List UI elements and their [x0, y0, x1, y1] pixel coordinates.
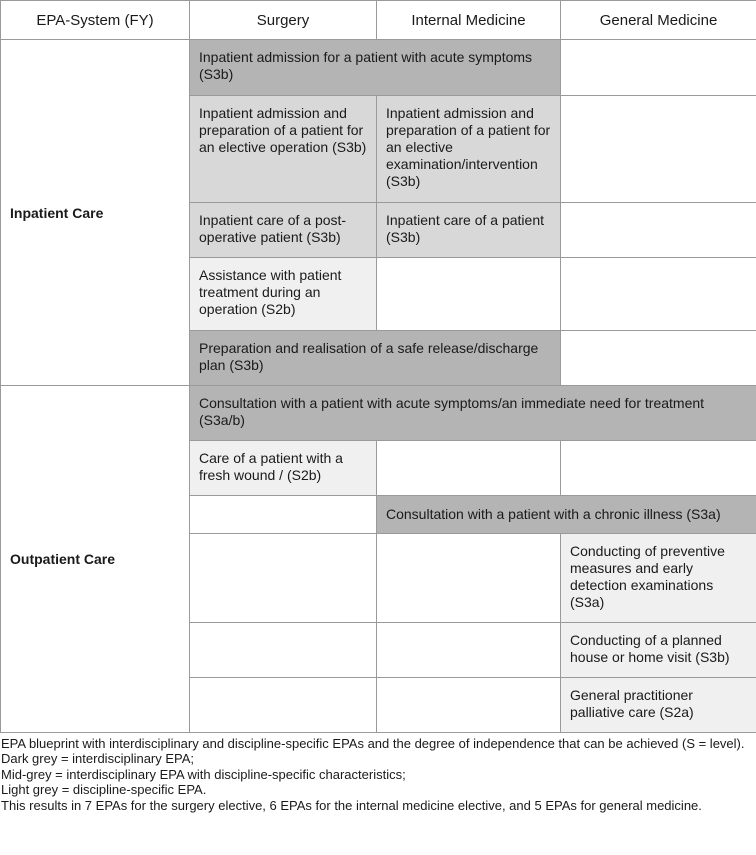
caption-line: EPA blueprint with interdisciplinary and discipline-specific EPAs and the degree of independence that can be achieved (S = level). [1, 736, 745, 751]
header-internal-medicine: Internal Medicine [377, 1, 561, 40]
empty-cell [561, 96, 756, 203]
epa-cell-interdisciplinary: Consultation with a patient with a chronic illness (S3a) [377, 496, 756, 534]
table-row [1, 40, 756, 96]
header-general-medicine: General Medicine [561, 1, 756, 40]
table-row [1, 386, 756, 441]
epa-cell-general-medicine: General practitioner palliative care (S2a) [561, 678, 756, 733]
empty-cell [377, 678, 561, 733]
empty-cell [190, 623, 377, 678]
header-surgery: Surgery [190, 1, 377, 40]
empty-cell [561, 331, 756, 386]
epa-cell-surgery: Inpatient care of a post-operative patient (S3b) [190, 203, 377, 258]
caption-line: Mid-grey = interdisciplinary EPA with discipline-specific characteristics; [1, 766, 406, 782]
empty-cell [190, 534, 377, 623]
header-epa-system: EPA-System (FY) [1, 1, 190, 40]
table-caption [1, 736, 753, 813]
empty-cell [561, 441, 756, 496]
empty-cell [377, 441, 561, 496]
empty-cell [377, 623, 561, 678]
epa-cell-surgery: Inpatient admission and preparation of a patient for an elective operation (S3b) [190, 96, 377, 203]
epa-cell-general-medicine: Conducting of a planned house or home visit (S3b) [561, 623, 756, 678]
epa-cell-interdisciplinary: Preparation and realisation of a safe release/discharge plan (S3b) [190, 331, 561, 386]
empty-cell [377, 534, 561, 623]
epa-cell-interdisciplinary: Inpatient admission for a patient with acute symptoms (S3b) [190, 40, 561, 96]
caption-line: Dark grey = interdisciplinary EPA; [1, 751, 195, 767]
empty-cell [190, 496, 377, 534]
system-label-inpatient: Inpatient Care [1, 40, 190, 386]
empty-cell [377, 258, 561, 331]
empty-cell [561, 258, 756, 331]
epa-cell-general-medicine: Conducting of preventive measures and early detection examinations (S3a) [561, 534, 756, 623]
system-label-outpatient: Outpatient Care [1, 386, 190, 733]
empty-cell [561, 40, 756, 96]
empty-cell [561, 203, 756, 258]
epa-cell-surgery: Assistance with patient treatment during an operation (S2b) [190, 258, 377, 331]
header-row [1, 1, 756, 40]
caption-line: Light grey = discipline-specific EPA. [1, 782, 207, 798]
epa-cell-internal-medicine: Inpatient admission and preparation of a patient for an elective examination/intervention (S3b) [377, 96, 561, 203]
epa-cell-surgery: Care of a patient with a fresh wound / (S2b) [190, 441, 377, 496]
empty-cell [190, 678, 377, 733]
caption-line: This results in 7 EPAs for the surgery elective, 6 EPAs for the internal medicine elective, and 5 EPAs for general medicine. [1, 797, 702, 813]
epa-cell-internal-medicine: Inpatient care of a patient (S3b) [377, 203, 561, 258]
epa-cell-interdisciplinary: Consultation with a patient with acute symptoms/an immediate need for treatment (S3a/b) [190, 386, 756, 441]
